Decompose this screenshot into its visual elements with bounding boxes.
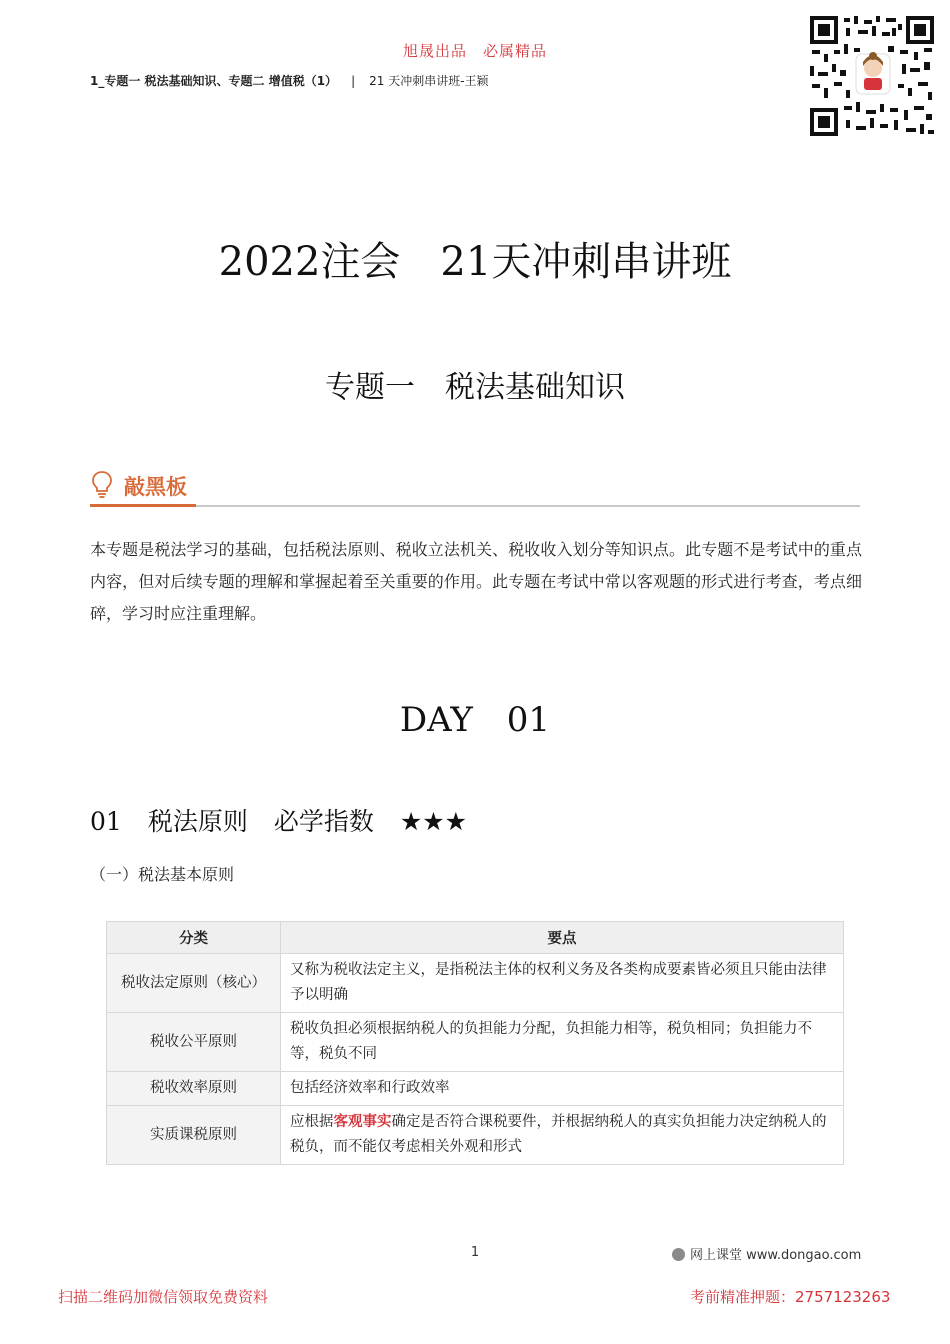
table-cell-point [281, 1106, 844, 1165]
section-stars: ★★★ [399, 807, 468, 836]
day-heading: DAY 01 [399, 700, 551, 740]
table-row [107, 1072, 844, 1106]
table-header-category: 分类 [107, 922, 281, 954]
brand-logo-icon [672, 1248, 685, 1261]
watermark-top: 旭晟出品 必属精品 [402, 42, 547, 60]
table-header-point: 要点 [281, 922, 844, 954]
qr-code [808, 14, 936, 138]
section-index-label: 必学指数 [273, 807, 374, 836]
table-cell-category: 税收效率原则 [107, 1072, 281, 1106]
table-row [107, 954, 844, 1013]
table-cell-point: 又称为税收法定主义，是指税法主体的权利义务及各类构成要素皆必须且只能由法律予以明确 [281, 954, 844, 1013]
table-header-row [107, 922, 844, 954]
footer-brand [672, 1244, 861, 1263]
principles-table [106, 921, 844, 1165]
section-number: 01 [90, 807, 122, 836]
subsection-heading: （一）税法基本原则 [90, 865, 235, 884]
blackboard-divider [90, 505, 860, 507]
bottom-right-note: 考前精准押题：2757123263 [690, 1288, 891, 1306]
footer-brand-text: 网上课堂 www.dongao.com [690, 1248, 862, 1263]
bottom-left-note: 扫描二维码加微信领取免费资料 [58, 1288, 269, 1306]
running-head [90, 72, 489, 89]
point-highlight: 客观事实 [333, 1114, 392, 1130]
blackboard-divider-accent [90, 504, 196, 507]
running-head-separator: | [351, 74, 356, 88]
document-title: 2022注会 21天冲刺串讲班 [218, 239, 732, 285]
table-row [107, 1106, 844, 1165]
point-text-before: 应根据 [290, 1114, 334, 1130]
running-head-course: 21 天冲刺串讲班-王颖 [369, 74, 489, 88]
document-subtitle: 专题一 税法基础知识 [325, 370, 625, 405]
table-cell-point: 税收负担必须根据纳税人的负担能力分配，负担能力相等，税负相同；负担能力不等，税负不同 [281, 1013, 844, 1072]
intro-paragraph: 本专题是税法学习的基础，包括税法原则、税收立法机关、税收收入划分等知识点。此专题不是考试中的重点内容，但对后续专题的理解和掌握起着至关重要的作用。此专题在考试中常以客观题的形式进行考查，考点细碎，学习时应注重理解。 [90, 540, 862, 623]
running-head-chapter: 1_专题一 税法基础知识、专题二 增值税（1） [90, 74, 338, 88]
table-cell-category: 税收法定原则（核心） [107, 954, 281, 1013]
table-row [107, 1013, 844, 1072]
section-title: 税法原则 [147, 807, 248, 836]
table-cell-point: 包括经济效率和行政效率 [281, 1072, 844, 1106]
table-cell-category: 实质课税原则 [107, 1106, 281, 1165]
point-text-after: 确定是否符合课税要件，并根据纳税人的真实负担能力决定纳税人的税负，而不能仅考虑相关外观和形式 [290, 1114, 827, 1155]
blackboard-label: 敲黑板 [124, 474, 187, 499]
section-heading [90, 802, 467, 838]
page-number: 1 [470, 1245, 480, 1260]
table-cell-category: 税收公平原则 [107, 1013, 281, 1072]
blackboard-heading [90, 468, 860, 508]
lightbulb-icon [90, 470, 114, 500]
